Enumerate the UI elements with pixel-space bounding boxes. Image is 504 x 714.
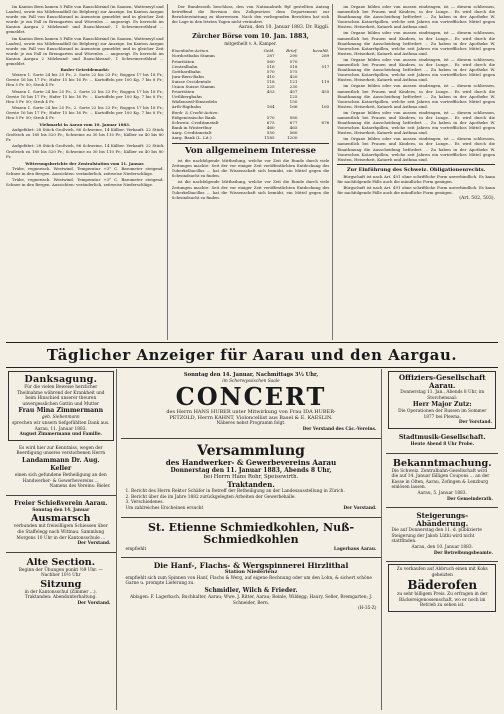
hanf-subtitle: Station Niederlenz (224, 569, 278, 576)
table-cell: Wädenswil-Einsiedeln (171, 99, 218, 105)
hanf-ad (123, 560, 380, 614)
concert-line2: PETZOLD, Herrn KAHNT, Violoncellist aus Basel & E. KAESLIN. (169, 414, 333, 421)
kohlen-ad (123, 520, 380, 555)
table-cell: Schweiz. Creditanstalt (171, 119, 219, 125)
offiziers-speaker: Herr Major Zutz: (412, 401, 472, 409)
interesse-title: Von allgemeinem Interesse (172, 143, 330, 156)
article3-text-cont2: im Organe bilden oder von aussen eindringen, ist — diesem schliessen, namentlich bei Frauen und Kindern, in der Lunge... Es wird durch die Einathmung die Ausscheidung befördert ... Zu haben in der Apotheke W. Vonwschen Katarrhpillen, welche seit Jahren ein vortreffliches Mittel gegen Husten, Heiserkeit, Katarrh und Asthma sind. (337, 56, 496, 83)
traktanden-item: 3. Verschiedenes. (125, 500, 164, 506)
table-cell: Eidgenössische Bank (171, 114, 216, 120)
landammann-ad (8, 444, 114, 492)
danksagung-thanks: sprechen wir unsern tiefgefühlten Dank aus. (12, 420, 110, 426)
danksagung-ad (8, 371, 114, 441)
table-cell: 457 (289, 89, 298, 95)
steigerung-place: Aarau, den 10. Januar 1883. (411, 544, 473, 550)
viehmarkt-title: Viehmarkt in Aarau vom 10. Januar 1883. (39, 122, 131, 128)
baeder-pre: Zu verkaufen auf Abbruch einen mit Koks geheizten (396, 567, 488, 578)
steigerung-sign: Der Betreibungsbeamte. (433, 550, 493, 556)
steigerung-ad (388, 510, 496, 558)
sitzung-title: Sitzung (40, 578, 82, 590)
markets-text-cont2: Weizen 1. Sorte 24 bis 25 Fr., 2. Sorte 22 bis 23 Fr.; Roggen 17 bis 18 Fr.; Gerste 16 bis 17 Fr.; Hafer 15 bis 16 Fr. ... Kartoffeln per 100 Kg. 7 bis 8 Fr.; Heu 5 Fr. 50; Stroh 4 Fr. (6, 104, 164, 120)
concert-title: CONCERT (175, 382, 327, 412)
offiziers-date: Donnerstag 11. Jan., Abends 8 Uhr, im Storchensaal: (400, 390, 485, 401)
steigerung-text: Die auf Donnerstag den 11. d. publizierte Steigerung der Jakob Lüthi wird nicht stattfinden. (391, 528, 482, 545)
table-cell: 119 (321, 78, 330, 84)
versammlung-ad (123, 441, 380, 514)
danksagung-text: Für die vielen Beweise herzlicher Theilnahme während der Krankheit und beim Hinschied unserer theuren unvergesslichen Gattin und Mutter (17, 385, 105, 407)
table-cell: Arth-Rigibahn (171, 104, 201, 110)
table-cell: Prioritäten (171, 89, 195, 95)
concert-ad (123, 371, 380, 435)
danksagung-place: Aarau, 11. Januar 1883. (34, 426, 87, 432)
versammlung-subtitle: des Handwerker- & Gewerbevereins Aarau (165, 457, 337, 467)
bekanntmachung-title: Bekanntmachung. (392, 457, 492, 469)
bank-title: Bank- & Credit-Actien. (171, 109, 219, 115)
concert-venue: im Scherwyssischen Saale (222, 378, 280, 384)
article-lead: Im Kanton Bern kamen 5 Fälle von Rauschbrand (in Saanen, Wattenwyl und Laufen), sowie ein Milzbrandfall (in Belpberg) zur Anzeige. Im Kanton Aargau wurde ein Fall von Rauschbrand in Auenstein gemeldet und in gleicher Zeit wurde je ein Fall in Bremgarten und Würenlos ... angezeigt. Es herrscht im Kanton Aargau 2 Milzbrand- und Rauschbrand-, 1 Schweinerothlauf ... gemeldet. (6, 4, 164, 35)
schiessverein-ad (8, 498, 114, 549)
markets-title: Basler Getreidemarkt: (60, 67, 110, 73)
traktanden-item: 1. Bericht des Herrn Rektor Schäfer in Betreff der Betheiligung an der Landesausstellung in Zürich. (125, 489, 345, 495)
ads-section (6, 369, 498, 710)
schiessverein-title: Freier Schießverein Aarau. (14, 499, 108, 507)
notice-end: (Art. 502, 503). (459, 196, 496, 202)
bekanntmachung-ad (388, 456, 496, 505)
table-cell: 570 (266, 68, 275, 74)
table-cell: 121 (289, 78, 298, 84)
table-cell: Uetlibergbahn (171, 94, 202, 100)
notice-text-cont: Bürgschaft ist nach Art. 491 ohne schriftliche Form unverbindlich. Es kann für nachfolgende Fälle auch die mündliche Form genügen. (337, 185, 496, 196)
table-cell: 455 (321, 89, 330, 95)
article2-lead: Der Bundesrath beschloss, den von Nationalrath Ryf gestellten Antrag betreffend die Revision des Zollgesetzes dem Departement zur Berichterstattung zu überweisen. Nach den vorliegenden Berichten hat sich die Lage in den letzten Tagen nicht verändert. (171, 4, 330, 25)
table-row (172, 135, 330, 140)
wetter-text: Trübe, regnerisch. Westwind. Temperatur +3° C. Barometer steigend. Schnee in den Bergen. Aussichten: veränderlich, zeitweise Niederschläge. (6, 165, 164, 176)
kohlen-left: empfiehlt (125, 546, 147, 552)
table-cell: 516 (266, 63, 275, 69)
table-cell: Aarg. Bank (L. Lit.) (171, 134, 212, 140)
hanf-agents: Ablagen: F. Lagerbach, Buchhalter, Aarau; Wwe. J. Ritter, Aarau; Reinle, Wildegg; Haury, Seller, Bremgarten; J. Schneider, Bern. (129, 594, 373, 606)
landammann-text: Es wird hier zur Kenntniss, wegen der Beerdigung unseres verstorbenen Herrn (16, 445, 106, 457)
stadtmusik-title: Stadtmusik-Gesellschaft. (398, 433, 486, 441)
table-cell: 164 (266, 104, 275, 110)
masthead-title: Täglicher Anzeiger für Aarau und den Aargau. (46, 346, 458, 364)
table-cell: 460 (266, 124, 275, 130)
viehmarkt-text: Aufgeführt: 28 Stück Großvieh, 86 Schweine, 14 Kälber. Verkauft: 22 Stück Großvieh zu 180 bis 520 Fr.; Schweine zu 30 bis 110 Fr.; Kälber zu 40 bis 80 Fr. (6, 127, 164, 143)
ausmarsch-sign: Der Vorstand. (77, 541, 111, 547)
wetter-title: Witterungsberichte der Zentralstation vom 11. Januar. (25, 160, 145, 166)
stadtmusik-text: Heute Abend 8 Uhr Probe. (410, 441, 474, 447)
table-cell: 560 (289, 129, 298, 135)
bourse-title: Zürcher Börse vom 10. Jan. 1883, (192, 33, 309, 41)
bourse-header-cell: Geld. (263, 48, 275, 54)
notice-title: Zur Einführung des Schweiz. Obligationenrechts. (337, 164, 495, 173)
table-cell: 125 (289, 94, 298, 100)
table-cell: 550 (266, 129, 275, 135)
concert-line1: des Herrn HANS HUBER unter Mitwirkung von Frau IDA HUBER- (166, 409, 336, 416)
bourse-body (172, 53, 330, 109)
table-cell: 465 (289, 124, 298, 130)
concert-date: Sonntag den 14. Januar, Nachmittags 3½ Uhr, (183, 372, 319, 378)
table-cell: 1185 (264, 134, 275, 140)
table-cell: 518 (289, 63, 298, 69)
table-cell: 570 (289, 58, 298, 64)
bekanntmachung-sign: Der Gemeinderath. (446, 496, 493, 502)
bourse-header-cell: bezahlt. (312, 48, 330, 54)
table-cell: 517 (321, 63, 330, 69)
notice-text: Bürgschaft ist nach Art. 491 ohne schriftliche Form unverbindlich. Es kann für nachfolgende Fälle auch die mündliche Form genügen. (337, 173, 496, 184)
table-cell: 580 (289, 114, 298, 120)
hanf-text: empfiehlt sich zum Spinnen von Hanf, Flachs & Werg, auf eigene Rechnung oder um den Lohn, & sichert schöne Garne u. prompte Lieferung zu. (125, 575, 372, 587)
offiziers-topic: Die Operationen der Russen im Sommer 1877 bei Plewna. (398, 409, 487, 420)
table-cell: 225 (266, 84, 275, 90)
danksagung-born: geb. Siebenmann (41, 415, 80, 421)
landammann-name: Landammann Dr. Aug. Keller (21, 456, 100, 472)
ausmarsch-title: Ausmarsch (31, 513, 91, 525)
sitzung-sign: Der Vorstand. (77, 601, 111, 607)
article2-signature: Aarau, den 10. Januar 1883. Dr. Riggli. (238, 25, 330, 31)
markets-text: Weizen 1. Sorte 24 bis 25 Fr., 2. Sorte 22 bis 23 Fr.; Roggen 17 bis 18 Fr.; Gerste 16 bis 17 Fr.; Hafer 15 bis 16 Fr. ... Kartoffeln per 100 Kg. 7 bis 8 Fr.; Heu 5 Fr. 50; Stroh 4 Fr. (6, 72, 164, 88)
news-column-3 (337, 4, 498, 340)
offiziers-ad (388, 371, 496, 429)
bekanntmachung-place: Aarau, 5. Januar 1883. (417, 490, 467, 496)
table-cell: 118 (266, 78, 275, 84)
masthead (6, 342, 498, 368)
hanf-title: Die Hanf-, Flachs- & Wergspinnerei Hirzlithal (153, 561, 349, 571)
danksagung-sign: August Zimmermann und Familie. (19, 432, 102, 438)
news-section (6, 4, 498, 340)
table-cell: 290 (289, 53, 298, 59)
ausmarsch-text: verbunden mit freiwilligem Schiessen über die Staffelegg nach Wittnau. Sammlung Morgens 10 Uhr in der Kantonsschule ... (13, 524, 108, 541)
traktanden-title: Traktanden. (227, 480, 275, 490)
baeder-title: Bäderofen (407, 578, 478, 593)
table-cell: 560 (266, 58, 275, 64)
schiessverein-date: Sonntag den 14. Januar (32, 507, 90, 513)
versammlung-place: bei Herrn Hans Rohr, Speisewirth. (203, 473, 299, 480)
landammann-text2: einen sich gefundene Betheiligung an den Handwerker- & Gewerbevereins ... (14, 472, 107, 484)
table-cell: 165 (321, 104, 330, 110)
ads-right-column (386, 369, 498, 710)
concert-more: Näheres nebst Programm folgt. (216, 421, 286, 427)
offiziers-sign: Der Vorstand. (458, 420, 492, 426)
concert-sign: Der Verstand des Cäc.-Vereins. (302, 426, 377, 432)
sitzung-text: in der Kantonsschul (Zimmer ...). Traktanden: Abendunterhaltung. (24, 589, 97, 601)
article3-text-cont3: im Organe bilden oder von aussen eindringen, ist — diesem schliessen, namentlich bei Frauen und Kindern, in der Lunge... Es wird durch die Einathmung die Ausscheidung befördert ... Zu haben in der Apotheke W. Vonwschen Katarrhpillen, welche seit Jahren ein vortreffliches Mittel gegen Husten, Heiserkeit, Katarrh und Asthma sind. (337, 83, 496, 109)
bourse-header-cell: Brief. (286, 48, 298, 54)
kohlen-right: Lagerhaus Aarau. (333, 546, 377, 552)
article3-text-cont4: im Organe bilden oder von aussen eindringen, ist — diesem schliessen, namentlich bei Frauen und Kindern, in der Lunge... Es wird durch die Einathmung die Ausscheidung befördert ... Zu haben in der Apotheke W. Vonwschen Katarrhpillen, welche seit Jahren ein vortreffliches Mittel gegen Husten, Heiserkeit, Katarrh und Asthma sind. (337, 109, 496, 136)
table-cell: 287 (266, 53, 275, 59)
steigerung-title: Steigerungs-Abänderung. (416, 511, 469, 529)
bekanntmachung-text: Die Schweiz. Zentralbahn-Gesellschaft wird die auf 14. Januar fälligen Coupons ... an der Kasse in Olten, Aarau, Zofingen & Lenzburg einlösen lassen. (391, 468, 490, 491)
hanf-code: (H-35-Z) (358, 606, 377, 612)
article-lead-cont: Im Kanton Bern kamen 5 Fälle von Rauschbrand (in Saanen, Wattenwyl und Laufen), sowie ein Milzbrandfall (in Belpberg) zur Anzeige. Im Kanton Aargau wurde ein Fall von Rauschbrand in Auenstein gemeldet und in gleicher Zeit wurde je ein Fall in Bremgarten und Würenlos ... angezeigt. Es herrscht im Kanton Aargau 2 Milzbrand- und Rauschbrand-, 1 Schweinerothlauf ... gemeldet. (6, 35, 164, 67)
ads-middle-column (121, 369, 383, 710)
baeder-ad (388, 564, 496, 612)
table-cell: 575 (289, 68, 298, 74)
table-cell: 675 (266, 119, 275, 125)
landammann-sign: Namens des Vereins: Bieler. (49, 484, 111, 490)
article3-text-cont: im Organe bilden oder von aussen eindringen, ist — diesem schliessen, namentlich bei Frauen und Kindern, in der Lunge... Es wird durch die Einathmung die Ausscheidung befördert ... Zu haben in der Apotheke W. Vonwschen Katarrhpillen, welche seit Jahren ein vortreffliches Mittel gegen Husten, Heiserkeit, Katarrh und Asthma sind. (337, 30, 496, 56)
interesse-text: ist die nachfolgende Mittheilung, welche vor Zeit die Runde durch viele Zeitungen machte: Seit der vor einiger Zeit veröffentlichten Entdeckung des Tuberkelbacillus ... hat die Wissenschaft sich bemüht, ein Mittel gegen die Schwindsucht zu finden. (171, 158, 330, 179)
table-cell (298, 135, 330, 140)
table-cell: 677 (289, 119, 298, 125)
table-cell: 230 (289, 84, 298, 90)
article3-text: im Organe bilden oder von aussen eindringen, ist — diesem schliessen, namentlich bei Frauen und Kindern, in der Lunge... Es wird durch die Einathmung die Ausscheidung befördert ... Zu haben in der Apotheke W. Vonwschen Katarrhpillen, welche seit Jahren ein vortreffliches Mittel gegen Husten, Heiserkeit, Katarrh und Asthma sind. (337, 4, 496, 30)
newspaper-page (6, 4, 498, 710)
table-cell: 1200 (287, 134, 298, 140)
offiziers-title: Offiziers-Gesellschaft Aarau. (398, 373, 486, 390)
alte-section-title: Alte Section. (26, 556, 96, 568)
table-cell: Prioritäten (171, 58, 195, 64)
viehmarkt-text-cont: Aufgeführt: 28 Stück Großvieh, 86 Schweine, 14 Kälber. Verkauft: 22 Stück Großvieh zu 180 bis 520 Fr.; Schweine zu 30 bis 110 Fr.; Kälber zu 40 bis 80 Fr. (6, 143, 164, 159)
kohlen-title: St. Etienne Schmiedkohlen, Nuß-Schmiedkohlen (147, 520, 355, 547)
traktanden-item: 2. Bericht über die im Jahre 1882 zurückgelegten Arbeiten der Gewerbehalle. (125, 494, 296, 500)
news-column-1 (6, 4, 168, 340)
ads-left-column (6, 369, 117, 710)
stadtmusik-ad (388, 432, 496, 450)
table-cell: 676 (321, 119, 330, 125)
wetter-text-cont: Trübe, regnerisch. Westwind. Temperatur +3° C. Barometer steigend. Schnee in den Bergen. Aussichten: veränderlich, zeitweise Niederschläge. (6, 177, 164, 188)
table-cell: 453 (266, 89, 275, 95)
bank-body (172, 115, 330, 140)
table-cell: Jura-Bern-Bahn (171, 73, 204, 79)
alte-section-text: Beginn der Übungen punkt ½9 Uhr. — Nachher 10½ Uhr (18, 567, 103, 579)
table-cell: Suisse Occidentale (171, 78, 212, 84)
baeder-text: zu sehr billigem Preis. Zu erfragen in der Bäckereigenossenschaft, wo er noch im Betrieb zu sehen ist. (397, 592, 488, 609)
news-column-2 (172, 4, 334, 340)
table-cell: Centralbahn (171, 63, 198, 69)
table-cell: 166 (289, 104, 298, 110)
table-cell: Aarg. Creditanstalt (171, 129, 212, 135)
article3-text-cont5: im Organe bilden oder von aussen eindringen, ist — diesem schliessen, namentlich bei Frauen und Kindern, in der Lunge... Es wird durch die Einathmung die Ausscheidung befördert ... Zu haben in der Apotheke W. Vonwschen Katarrhpillen, welche seit Jahren ein vortreffliches Mittel gegen Husten, Heiserkeit, Katarrh und Asthma sind. (337, 136, 496, 162)
table-cell: 410 (266, 73, 275, 79)
hanf-sign: Schmidler, Wilch & Frieder. (204, 586, 298, 594)
table-cell: 570 (266, 114, 275, 120)
versammlung-date: Donnerstag den 11. Januar 1883, Abends 8 Uhr, (170, 466, 332, 474)
traktanden-more: Um zahlreiches Erscheinen ersucht (125, 505, 204, 511)
bourse-subtitle: mitgetheilt v. A. Kamper. (224, 41, 277, 47)
alte-section-ad (8, 555, 114, 609)
table-cell: 150 (289, 99, 298, 105)
table-cell: Gotthardbahn (171, 68, 201, 74)
traktanden-sign: Der Vorstand. (343, 505, 377, 511)
versammlung-title: Versammlung (197, 442, 305, 459)
markets-text-cont: Weizen 1. Sorte 24 bis 25 Fr., 2. Sorte 22 bis 23 Fr.; Roggen 17 bis 18 Fr.; Gerste 16 bis 17 Fr.; Hafer 15 bis 16 Fr. ... Kartoffeln per 100 Kg. 7 bis 8 Fr.; Heu 5 Fr. 50; Stroh 4 Fr. (6, 88, 164, 104)
table-cell: Union Suisse Stamm (171, 84, 215, 90)
bourse-header-cell: Eisenbahn-Actien. (171, 48, 210, 54)
table-cell: 420 (289, 73, 298, 79)
danksagung-title: Danksagung. (24, 374, 98, 385)
table-cell: Nordostbahn Stamm (171, 53, 215, 59)
bourse-table (172, 48, 330, 140)
danksagung-name: Frau Mina Zimmermann (18, 407, 104, 415)
table-cell: 289 (321, 53, 330, 59)
interesse-text-cont: ist die nachfolgende Mittheilung, welche vor Zeit die Runde durch viele Zeitungen machte: Seit der vor einiger Zeit veröffentlichten Entdeckung des Tuberkelbacillus ... hat die Wissenschaft sich bemüht, ein Mittel gegen die Schwindsucht zu finden. (171, 179, 330, 200)
table-cell: Bank in Winterthur (171, 124, 212, 130)
